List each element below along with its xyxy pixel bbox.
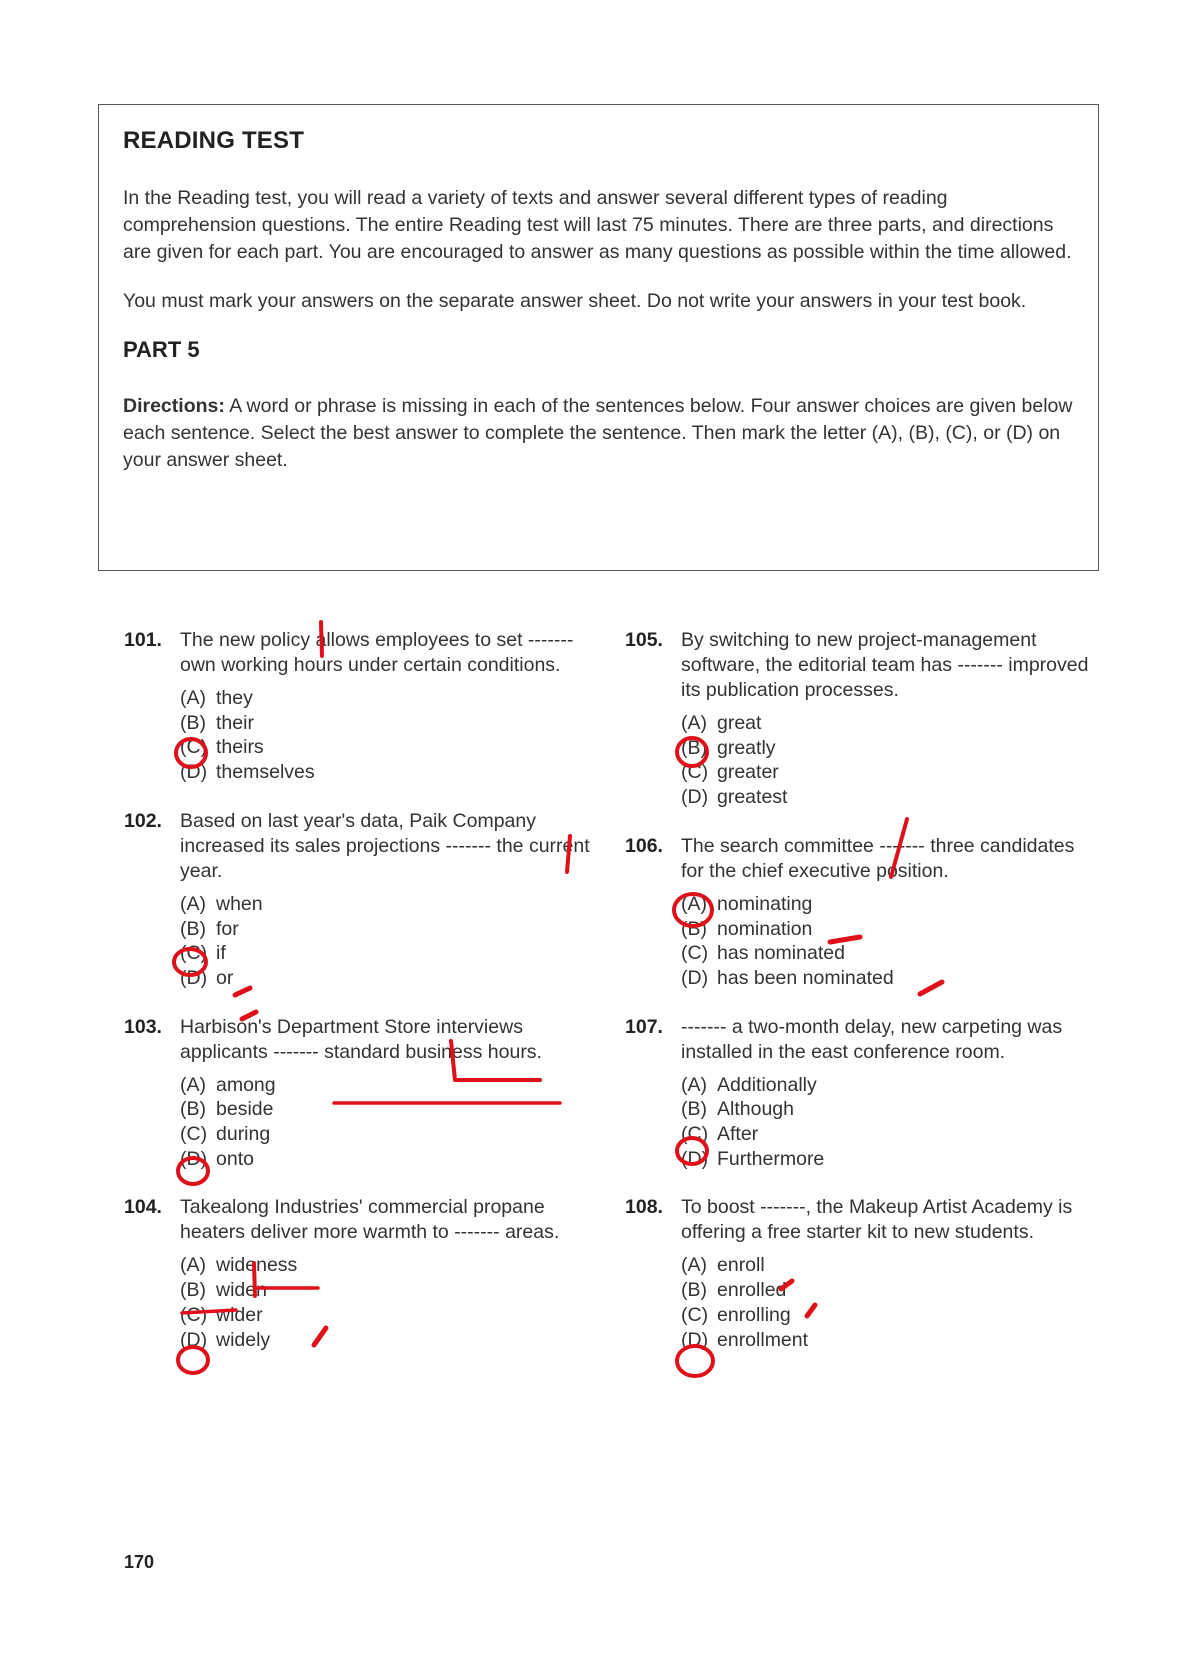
choice-c[interactable]: (C) enrolling bbox=[681, 1303, 791, 1326]
question-103 bbox=[124, 1015, 594, 1172]
choice-a[interactable]: (A) when bbox=[180, 892, 263, 915]
question-text: Takealong Industries' commercial propane heaters deliver more warmth to ------- areas. bbox=[180, 1196, 560, 1244]
question-text: Harbison's Department Store interviews applicants ------- standard business hours. bbox=[180, 1015, 542, 1063]
question-number: 104. bbox=[124, 1196, 162, 1219]
choice-a[interactable]: (A) they bbox=[180, 687, 253, 709]
choice-a[interactable]: (A) Additionally bbox=[681, 1073, 817, 1096]
choice-c[interactable]: (C) if bbox=[180, 942, 226, 965]
choice-c[interactable]: (C) wider bbox=[180, 1303, 263, 1326]
choice-d[interactable]: (D) or bbox=[180, 966, 234, 989]
question-number: 107. bbox=[625, 1015, 663, 1038]
question-106 bbox=[625, 834, 1095, 991]
question-text: The new policy allows employees to set ------- own working hours under certain conditions. bbox=[180, 629, 574, 676]
question-text: ------- a two-month delay, new carpeting was installed in the east conference room. bbox=[681, 1015, 1063, 1063]
choice-a[interactable]: (A) great bbox=[681, 712, 762, 734]
questions-left-column bbox=[124, 628, 594, 1376]
question-number: 102. bbox=[124, 809, 162, 832]
directions-text: A word or phrase is missing in each of the sentences below. Four answer choices are given below each sentence. Select the best answer to complete the sentence. Then mark the letter (A), (B), (C), or (D) on your answer sheet. bbox=[123, 395, 1073, 471]
part-title: PART 5 bbox=[123, 337, 200, 362]
choice-a[interactable]: (A) enroll bbox=[681, 1254, 765, 1277]
choice-a[interactable]: (A) among bbox=[180, 1073, 276, 1096]
question-number: 103. bbox=[124, 1015, 162, 1038]
choice-b[interactable]: (B) for bbox=[180, 917, 239, 940]
question-text: Based on last year's data, Paik Company increased its sales projections ------- the current year. bbox=[180, 809, 590, 882]
question-number: 101. bbox=[124, 629, 162, 651]
choice-a[interactable]: (A) nominating bbox=[681, 892, 813, 915]
choice-c[interactable]: (C) has nominated bbox=[681, 942, 845, 965]
answer-sheet-note: You must mark your answers on the separate answer sheet. Do not write your answers in your test book. bbox=[123, 290, 1027, 312]
choice-d[interactable]: (D) enrollment bbox=[681, 1328, 809, 1351]
reading-test-intro-paragraph: In the Reading test, you will read a variety of texts and answer several different types of reading comprehension questions. The entire Reading test will last 75 minutes. There are three parts, and directions are given for each part. You are encouraged to answer as many questions as possible within the time allowed. bbox=[123, 187, 1072, 263]
choice-d[interactable]: (D) themselves bbox=[180, 761, 315, 784]
question-number: 106. bbox=[625, 834, 663, 857]
choice-a[interactable]: (A) wideness bbox=[180, 1254, 298, 1277]
choice-b[interactable]: (B) greatly bbox=[681, 736, 776, 759]
choice-d[interactable]: (D) greatest bbox=[681, 786, 788, 809]
questions-right-column bbox=[625, 628, 1095, 1376]
choice-b[interactable]: (B) their bbox=[180, 711, 254, 734]
choice-d[interactable]: (D) onto bbox=[180, 1147, 254, 1170]
question-number: 105. bbox=[625, 629, 663, 651]
question-text: The search committee ------- three candidates for the chief executive position. bbox=[681, 834, 1075, 882]
choice-b[interactable]: (B) enrolled bbox=[681, 1279, 787, 1302]
choice-c[interactable]: (C) After bbox=[681, 1123, 759, 1146]
directions-label: Directions: bbox=[123, 395, 225, 417]
choice-c[interactable]: (C) during bbox=[180, 1123, 271, 1146]
choice-c[interactable]: (C) theirs bbox=[180, 736, 264, 759]
question-text: By switching to new project-management software, the editorial team has ------- improved its publication processes. bbox=[681, 629, 1089, 701]
question-104 bbox=[124, 1195, 594, 1352]
choice-b[interactable]: (B) beside bbox=[180, 1098, 274, 1121]
directions-paragraph bbox=[123, 393, 1074, 474]
reading-test-instructions-box bbox=[98, 104, 1099, 571]
choice-c[interactable]: (C) greater bbox=[681, 761, 779, 784]
choice-b[interactable]: (B) Although bbox=[681, 1098, 794, 1121]
page-number: 170 bbox=[124, 1552, 155, 1572]
question-text: To boost -------, the Makeup Artist Academy is offering a free starter kit to new students. bbox=[681, 1196, 1073, 1244]
question-105 bbox=[625, 628, 1095, 810]
choice-d[interactable]: (D) has been nominated bbox=[681, 966, 894, 989]
question-102 bbox=[124, 809, 594, 991]
choice-b[interactable]: (B) widen bbox=[180, 1279, 267, 1302]
question-107 bbox=[625, 1015, 1095, 1172]
question-101 bbox=[124, 628, 594, 785]
choice-d[interactable]: (D) Furthermore bbox=[681, 1147, 825, 1170]
question-number: 108. bbox=[625, 1196, 663, 1219]
reading-test-title: READING TEST bbox=[123, 127, 305, 154]
question-108 bbox=[625, 1195, 1095, 1352]
choice-b[interactable]: (B) nomination bbox=[681, 917, 813, 940]
choice-d[interactable]: (D) widely bbox=[180, 1328, 271, 1351]
